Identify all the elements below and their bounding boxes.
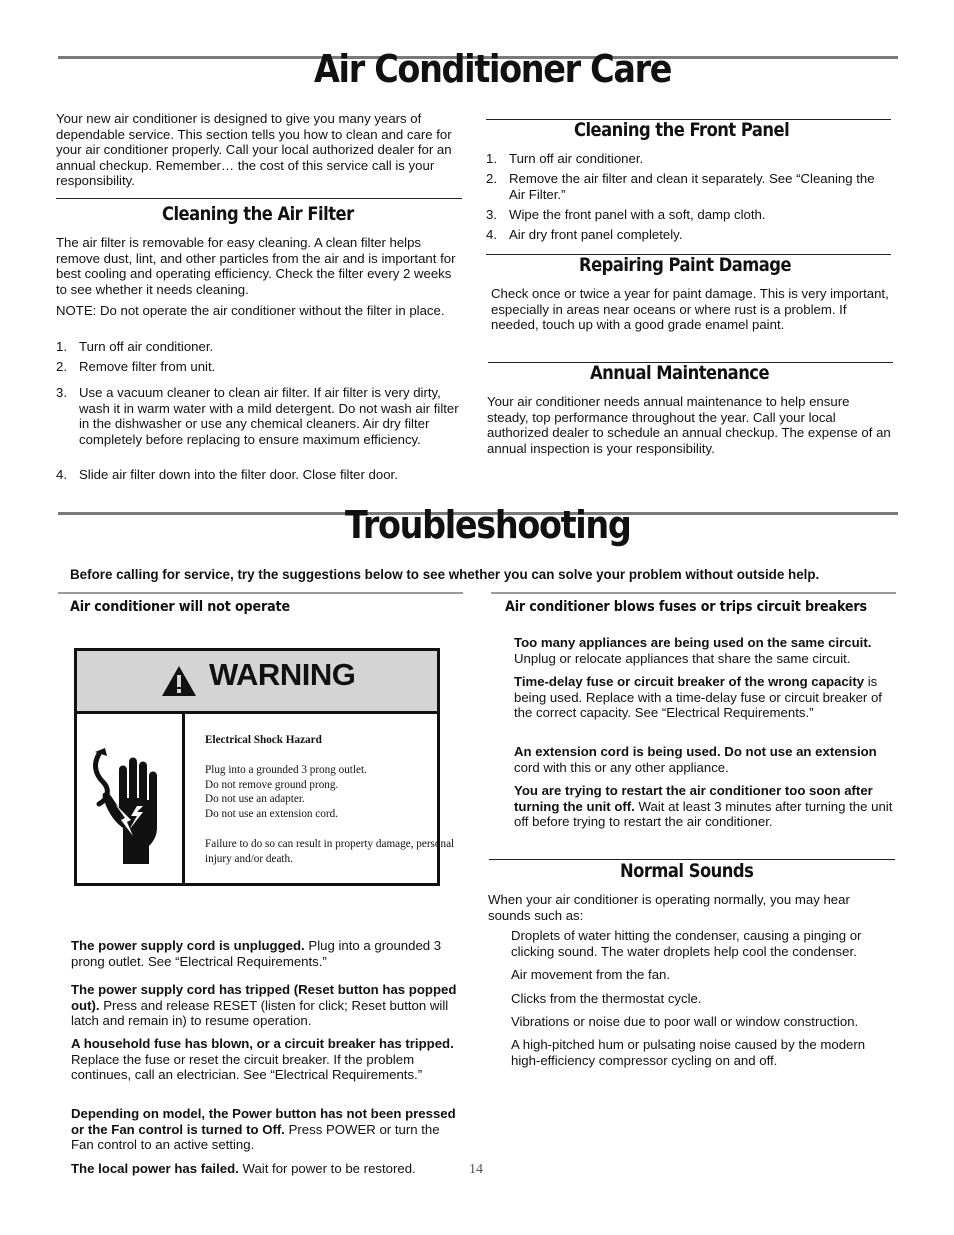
list-item: 1. Turn off air conditioner.	[486, 151, 644, 166]
warning-triangle-icon	[161, 665, 197, 697]
list-item: 2. Remove the air filter and clean it separately. See “Cleaning the Air Filter.”	[486, 171, 875, 202]
warning-title: WARNING	[209, 657, 356, 692]
warning-header	[77, 651, 437, 714]
troubleshooting-intro: Before calling for service, try the suggestions below to see whether you can solve your problem without outside help.	[70, 567, 820, 582]
heading-front-panel: Cleaning the Front Panel	[574, 119, 790, 141]
air-filter-para: The air filter is removable for easy cleaning. A clean filter helps remove dust, lint, and other particles from the air and is important for best cooling and operating efficiency. Check the filter every 2 weeks to see whether it needs cleaning.	[56, 235, 456, 297]
heading-blows-fuses: Air conditioner blows fuses or trips circuit breakers	[505, 599, 867, 615]
trouble-item: The local power has failed. Wait for power to be restored.	[71, 1161, 416, 1176]
trouble-item: Too many appliances are being used on the same circuit. Unplug or relocate appliances that share the same circuit.	[514, 635, 872, 666]
trouble-item: You are trying to restart the air conditioner too soon after turning the unit off. Wait at least 3 minutes after turning the unit off before trying to restart the air conditioner.	[514, 783, 893, 830]
annual-para: Your air conditioner needs annual maintenance to help ensure steady, top performance throughout the year. Call your local authorized dealer to schedule an annual checkup. The expense of an annual inspection is your responsibility.	[487, 394, 891, 456]
page-title-troubleshooting: Troubleshooting	[345, 503, 631, 547]
trouble-item: The power supply cord is unplugged. Plug into a grounded 3 prong outlet. See “Electrical Requirements.”	[71, 938, 442, 969]
air-filter-note: NOTE: Do not operate the air conditioner without the filter in place.	[56, 303, 445, 318]
hazard-consequence: Failure to do so can result in property damage, personal	[205, 837, 455, 850]
heading-normal-sounds: Normal Sounds	[620, 860, 754, 882]
hazard-text	[205, 733, 455, 867]
hazard-consequence: injury and/or death.	[205, 852, 293, 865]
page-title-care: Air Conditioner Care	[314, 47, 672, 91]
shock-hazard-panel	[77, 714, 185, 883]
hazard-line: Do not use an extension cord.	[205, 808, 338, 821]
list-item: 4. Air dry front panel completely.	[486, 227, 683, 242]
heading-paint: Repairing Paint Damage	[579, 254, 792, 276]
heading-will-not-operate: Air conditioner will not operate	[70, 599, 290, 615]
sound-item: Clicks from the thermostat cycle.	[511, 991, 702, 1006]
trouble-item: Time-delay fuse or circuit breaker of the wrong capacity is being used. Replace with a time-delay fuse or circuit breaker of the correct capacity. See “Electrical Requirements.”	[514, 674, 882, 721]
sound-item: Droplets of water hitting the condenser, causing a pinging or clicking sound. The water droplets help cool the condenser.	[511, 928, 862, 959]
list-item: 1. Turn off air conditioner.	[56, 339, 214, 354]
list-item: 3. Wipe the front panel with a soft, damp cloth.	[486, 207, 766, 222]
hazard-line: Plug into a grounded 3 prong outlet.	[205, 763, 367, 776]
heading-air-filter: Cleaning the Air Filter	[162, 203, 354, 225]
list-item: 4. Slide air filter down into the filter door. Close filter door.	[56, 467, 398, 482]
hazard-line: Do not use an adapter.	[205, 793, 305, 806]
hazard-line: Do not remove ground prong.	[205, 778, 339, 791]
sound-item: A high-pitched hum or pulsating noise caused by the modern high-efficiency compressor cycling on and off.	[511, 1037, 866, 1068]
trouble-item: A household fuse has blown, or a circuit breaker has tripped. Replace the fuse or reset the circuit breaker. If the problem continues, call an electrician. See “Electrical Requirements.”	[71, 1036, 454, 1083]
heading-annual: Annual Maintenance	[590, 362, 770, 384]
normal-sounds-intro: When your air conditioner is operating normally, you may hear sounds such as:	[488, 892, 850, 923]
trouble-item: An extension cord is being used. Do not use an extension cord with this or any other appliance.	[514, 744, 877, 775]
left-column-rule	[58, 592, 463, 594]
sound-item: Air movement from the fan.	[511, 967, 671, 982]
right-column-rule	[491, 592, 896, 594]
hazard-title: Electrical Shock Hazard	[205, 734, 322, 746]
trouble-item: The power supply cord has tripped (Reset button has popped out). Press and release RESET (listen for click; Reset button will latch and remain in) to resume operation.	[71, 982, 457, 1029]
care-intro: Your new air conditioner is designed to give you many years of dependable service. This section tells you how to clean and care for your air conditioner properly. Call your local authorized dealer for an annual checkup. Remember… the cost of this service call is your responsibility.	[56, 111, 452, 189]
trouble-item: Depending on model, the Power button has not been pressed or the Fan control is turned to Off. Press POWER or turn the Fan control to an active setting.	[71, 1106, 456, 1153]
sound-item: Vibrations or noise due to poor wall or window construction.	[511, 1014, 859, 1029]
divider-air-filter	[56, 198, 462, 199]
paint-para: Check once or twice a year for paint damage. This is very important, especially in areas near oceans or where rust is a problem. If needed, touch up with a good grade enamel paint.	[491, 286, 889, 333]
electric-shock-hand-icon	[85, 744, 175, 864]
list-item: 2. Remove filter from unit.	[56, 359, 216, 374]
list-item: 3. Use a vacuum cleaner to clean air filter. If air filter is very dirty, wash it in warm water with a mild detergent. Do not wash air filter in the dishwasher or use any chemical cleaners. Air dry filter completely before replacing to ensure maximum efficiency.	[56, 385, 459, 447]
page-number: 14	[469, 1162, 483, 1177]
warning-label	[74, 648, 455, 886]
